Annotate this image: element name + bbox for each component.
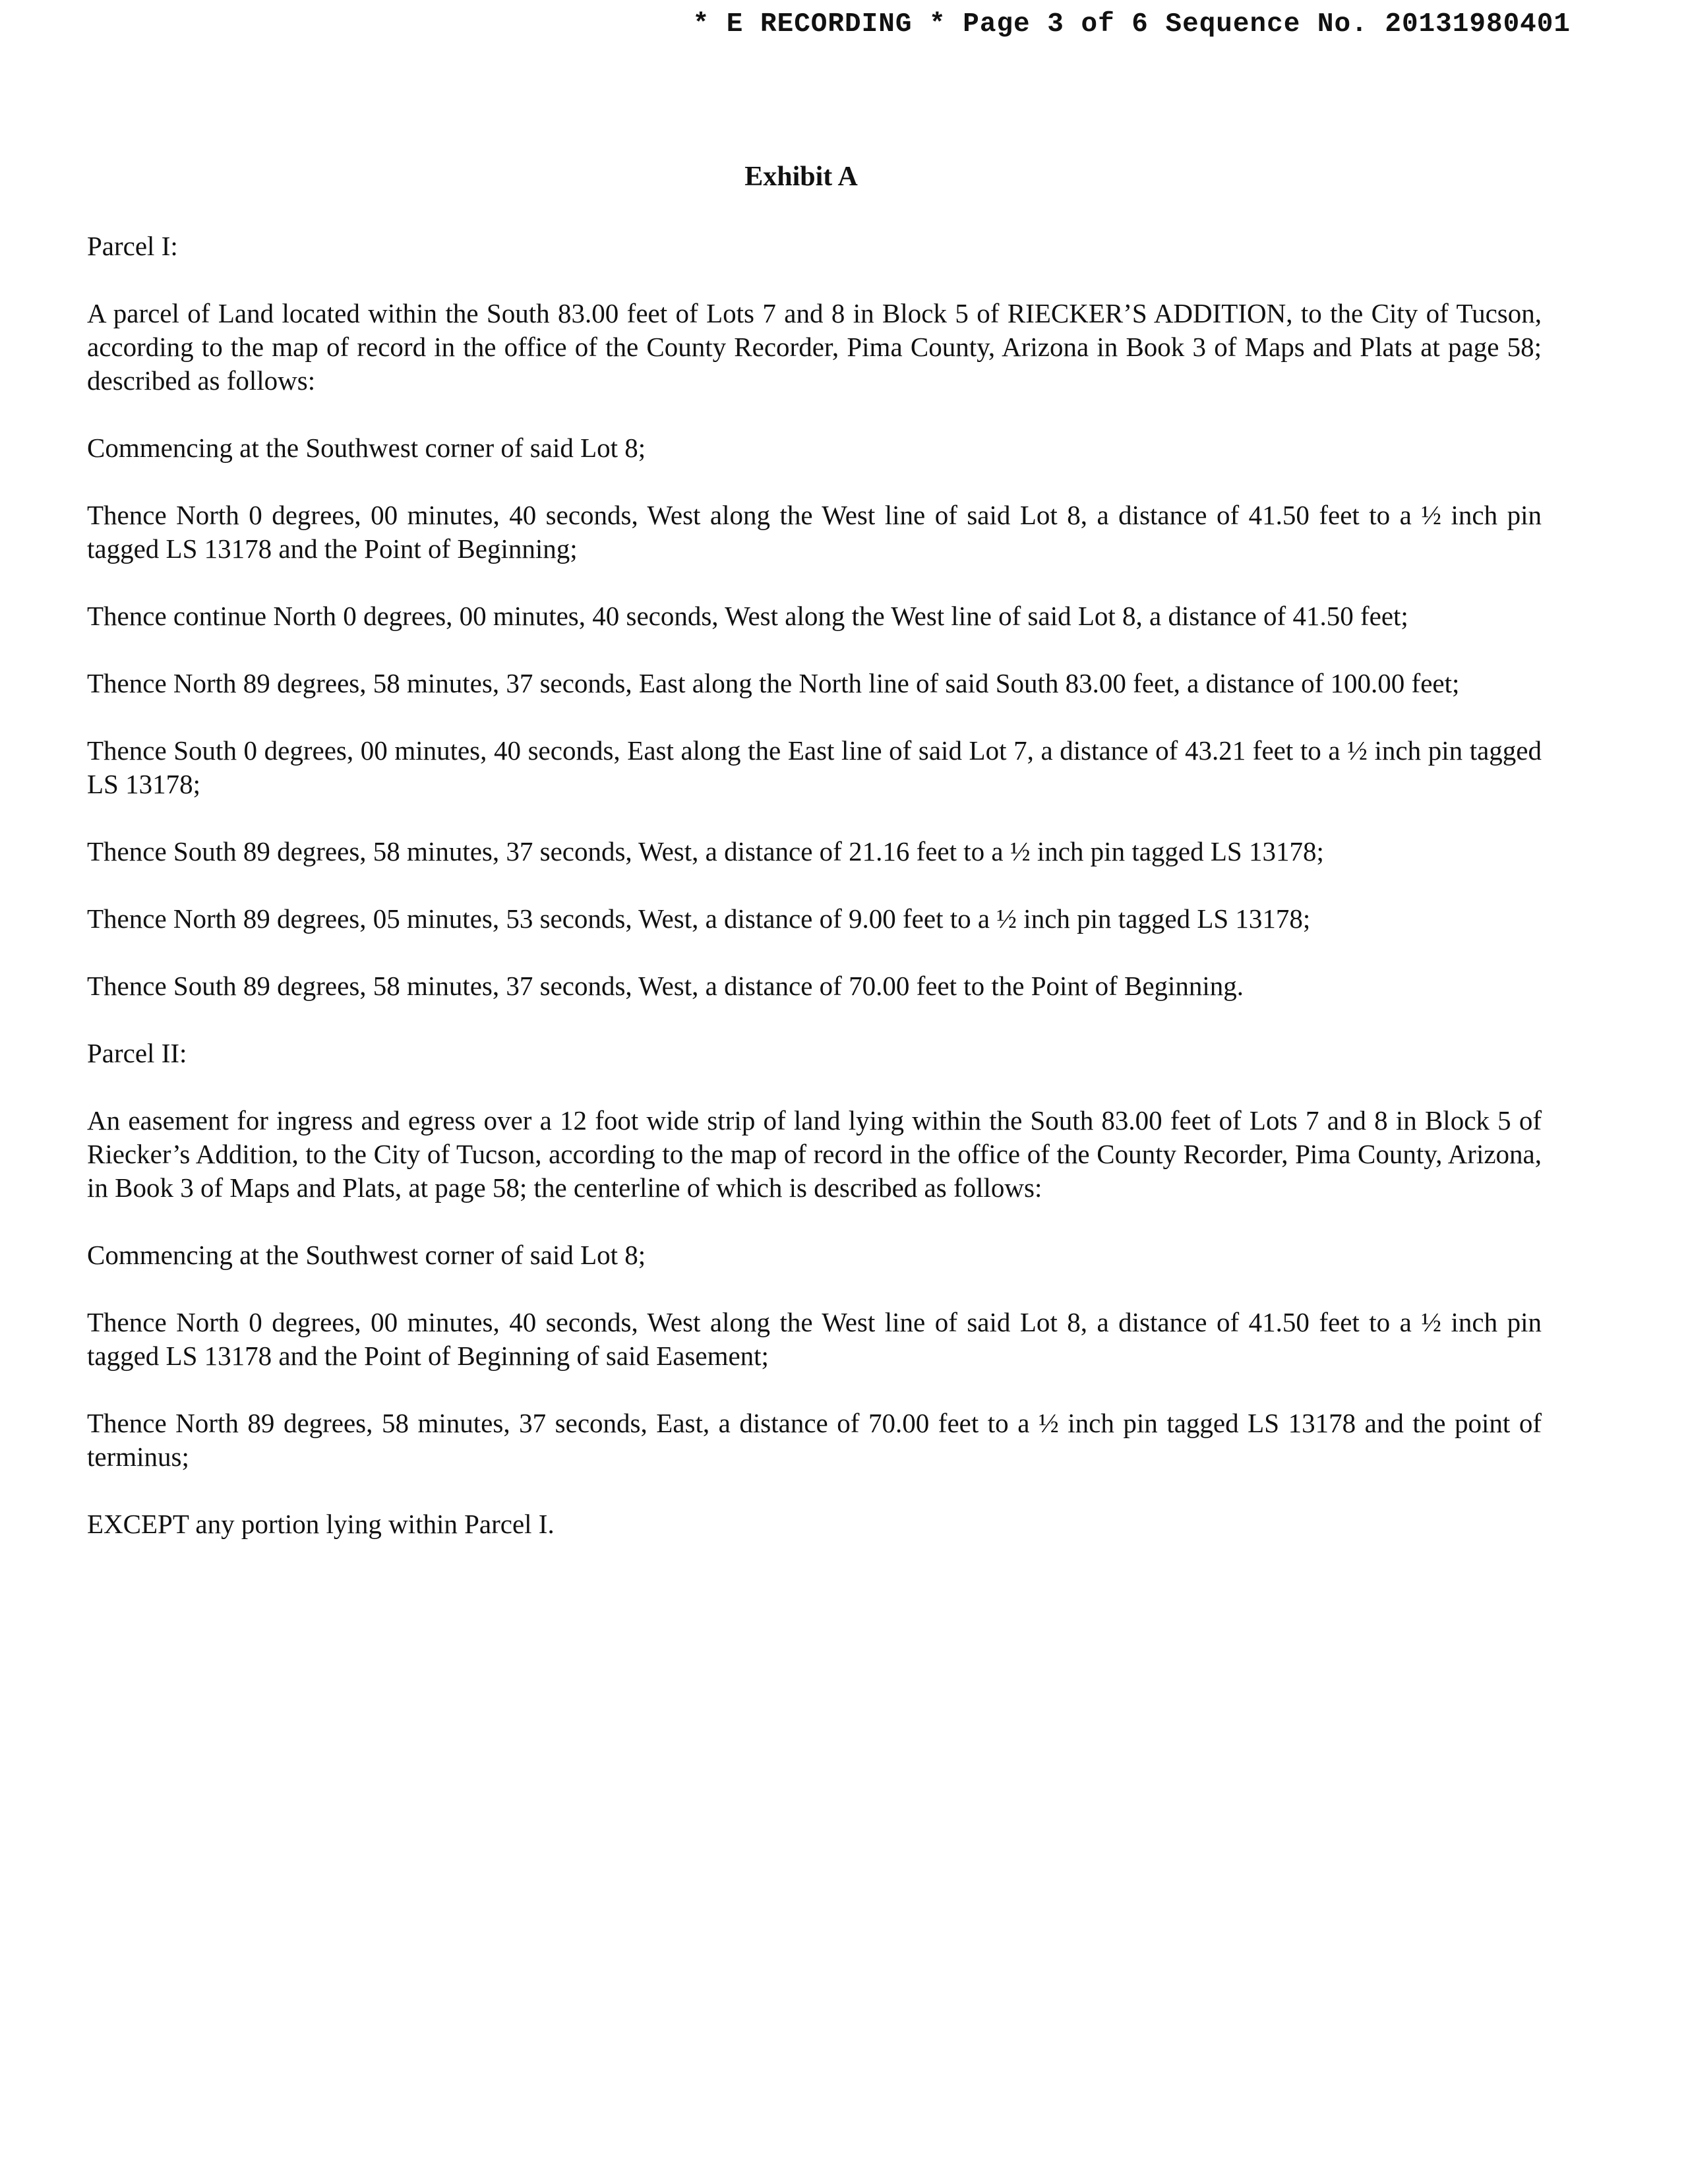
parcel-1-paragraph: Commencing at the Southwest corner of said Lot 8; [87, 433, 646, 463]
recording-header: * E RECORDING * Page 3 of 6 Sequence No. 20131980401 [692, 9, 1571, 40]
parcel-1-paragraph: Thence continue North 0 degrees, 00 minutes, 40 seconds, West along the West line of said Lot 8, a distance of 41.50 feet; [87, 601, 1408, 631]
parcel-1-paragraph: Thence South 89 degrees, 58 minutes, 37 seconds, West, a distance of 70.00 feet to the Point of Beginning. [87, 971, 1244, 1001]
parcel-2-paragraph: An easement for ingress and egress over a 12 foot wide strip of land lying within the South 83.00 feet of Lots 7 and 8 in Block 5 of Riecker’s Addition, to the City of Tucson, according to the map of record in the office of the County Recorder, Pima County, Arizona, in Book 3 of Maps and Plats, at page 58; the centerline of which is described as follows: [87, 1105, 1542, 1203]
parcel-1-paragraph: Thence North 89 degrees, 05 minutes, 53 seconds, West, a distance of 9.00 feet to a ½ inch pin tagged LS 13178; [87, 903, 1311, 934]
legal-description [87, 229, 1542, 1575]
parcel-2-paragraph: Thence North 0 degrees, 00 minutes, 40 seconds, West along the West line of said Lot 8, a distance of 41.50 feet to a ½ inch pin tagged LS 13178 and the Point of Beginning of said Easement; [87, 1307, 1542, 1371]
exhibit-title: Exhibit A [744, 162, 858, 192]
parcel-2-paragraph: Thence North 89 degrees, 58 minutes, 37 seconds, East, a distance of 70.00 feet to a ½ inch pin tagged LS 13178 and the point of terminus; [87, 1408, 1542, 1472]
parcel-1-paragraph: Thence North 89 degrees, 58 minutes, 37 seconds, East along the North line of said South 83.00 feet, a distance of 100.00 feet; [87, 668, 1460, 698]
parcel-2-paragraph: Commencing at the Southwest corner of said Lot 8; [87, 1240, 646, 1270]
parcel-1-paragraph: A parcel of Land located within the South 83.00 feet of Lots 7 and 8 in Block 5 of RIECKER’S ADDITION, to the City of Tucson, according to the map of record in the office of the County Recorder, Pima County, Arizona in Book 3 of Maps and Plats at page 58; described as follows: [87, 298, 1542, 396]
parcel-1-paragraph: Thence North 0 degrees, 00 minutes, 40 seconds, West along the West line of said Lot 8, a distance of 41.50 feet to a ½ inch pin tagged LS 13178 and the Point of Beginning; [87, 500, 1542, 564]
parcel-1-paragraph: Thence South 0 degrees, 00 minutes, 40 seconds, East along the East line of said Lot 7, a distance of 43.21 feet to a ½ inch pin tagged LS 13178; [87, 735, 1542, 799]
parcel-1-heading: Parcel I: [87, 231, 178, 261]
parcel-1-paragraph: Thence South 89 degrees, 58 minutes, 37 seconds, West, a distance of 21.16 feet to a ½ inch pin tagged LS 13178; [87, 836, 1324, 866]
parcel-2-paragraph: EXCEPT any portion lying within Parcel I. [87, 1509, 555, 1539]
parcel-2-heading: Parcel II: [87, 1038, 187, 1068]
